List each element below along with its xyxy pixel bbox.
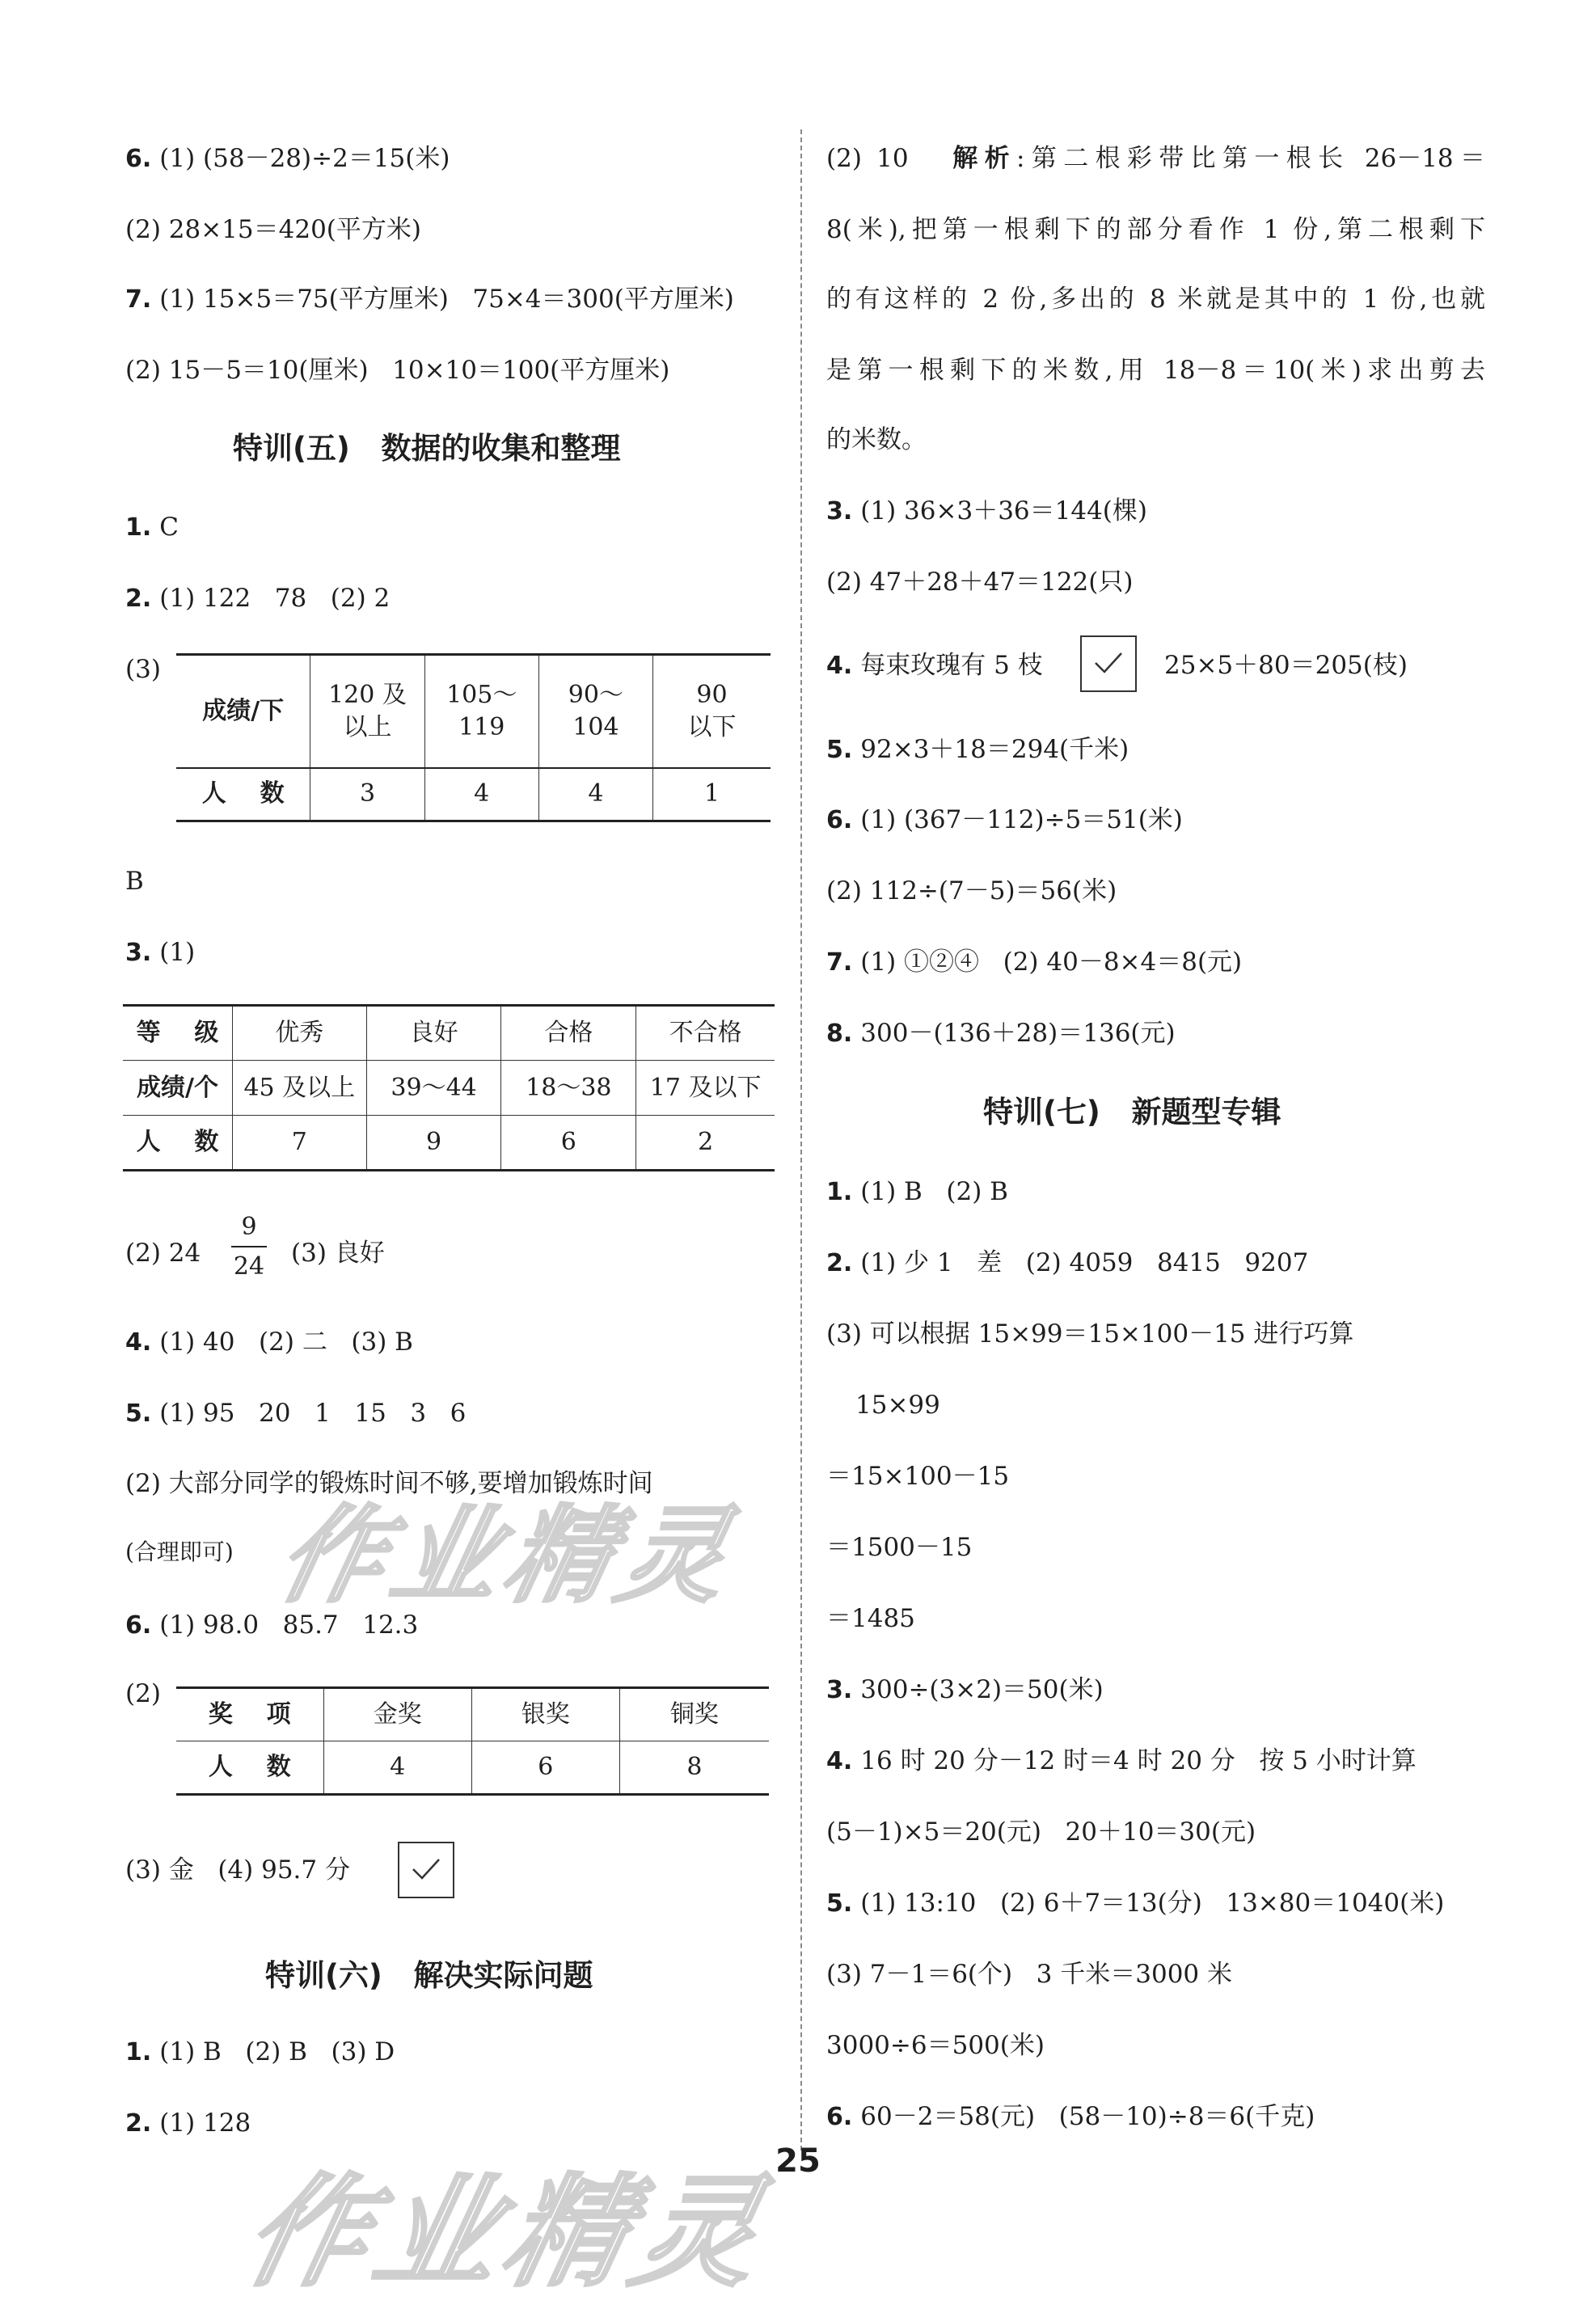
award-table-cell: 金奖 <box>323 1688 471 1741</box>
grade-table-cell: 18～38 <box>501 1061 636 1116</box>
grade-table-cell: 9 <box>366 1116 501 1171</box>
s7-q2-calc-3: ＝1500－15 <box>826 1533 973 1562</box>
section-title-7: 特训(七) 新题型专辑 <box>983 1095 1281 1129</box>
s5-q3: 3. (1) <box>125 938 196 967</box>
grade-table-cell: 45 及以上 <box>232 1061 366 1116</box>
fraction-numerator: 9 <box>241 1213 257 1241</box>
score-table-1-row-4: 1 <box>703 779 720 808</box>
score-table-1-header-2: 105～ 119 <box>424 655 538 768</box>
s6-q2: 2. (1) 128 <box>125 2108 251 2138</box>
s7-q5-part3: (3) 7－1＝6(个) 3 千米＝3000 米 <box>826 1960 1233 1989</box>
s5-q5-part2: (2) 大部分同学的锻炼时间不够,要增加锻炼时间 <box>125 1469 653 1498</box>
award-table-cell: 6 <box>471 1741 619 1795</box>
right-q3-part2: (2) 47＋28＋47＝122(只) <box>826 568 1134 597</box>
s7-q1: 1. (1) B (2) B <box>826 1177 1008 1206</box>
right-q2-2-line4: 是第一根剩下的米数,用 18－8＝10(米)求出剪去 <box>826 356 1485 385</box>
award-table-cell: 人 数 <box>176 1741 323 1795</box>
s5-q6: 6. (1) 98.0 85.7 12.3 <box>125 1610 419 1640</box>
s7-q2-calc-1: 15×99 <box>855 1391 940 1420</box>
right-q4-b: 25×5＋80＝205(枝) <box>1164 651 1408 680</box>
score-table-1-row-0: 人 数 <box>176 768 310 821</box>
s5-q4: 4. (1) 40 (2) 二 (3) B <box>125 1328 413 1357</box>
score-table-1-header-0: 成绩/下 <box>176 655 310 768</box>
award-table <box>176 1686 769 1796</box>
score-table-1-header-3: 90～ 104 <box>538 655 652 768</box>
right-q2-2-line2: 8(米),把第一根剩下的部分看作 1 份,第二根剩下 <box>826 215 1485 244</box>
grade-table-cell: 7 <box>232 1116 366 1171</box>
award-table-cell: 奖 项 <box>176 1688 323 1741</box>
checkmark-box <box>1080 635 1137 692</box>
grade-table-cell: 优秀 <box>232 1006 366 1061</box>
grade-table-cell: 17 及以下 <box>649 1073 762 1102</box>
s7-q5-part4: 3000÷6＝500(米) <box>826 2031 1045 2060</box>
left-q6-line1: 6. (1) (58－28)÷2＝15(米) <box>125 144 450 173</box>
score-table-1 <box>176 653 771 822</box>
column-divider <box>800 129 802 2151</box>
s7-q3: 3. 300÷(3×2)＝50(米) <box>826 1675 1104 1704</box>
left-q6-line2: (2) 28×15＝420(平方米) <box>125 215 421 244</box>
s5-q3-part2a: (2) 24 <box>125 1239 201 1268</box>
s5-q3-part3: (3) 良好 <box>291 1239 385 1268</box>
right-q4-a: 4. 每束玫瑰有 5 枝 <box>826 651 1043 680</box>
right-q2-2-line5: 的米数。 <box>826 425 927 454</box>
grade-table-cell: 2 <box>698 1128 714 1156</box>
grade-table-cell: 良好 <box>366 1006 501 1061</box>
grade-table-cell: 人 数 <box>123 1116 232 1171</box>
grade-table <box>123 1004 775 1171</box>
s7-q2-part3: (3) 可以根据 15×99＝15×100－15 进行巧算 <box>826 1319 1354 1349</box>
award-table-cell: 银奖 <box>471 1688 619 1741</box>
left-q7-line1: 7. (1) 15×5＝75(平方厘米) 75×4＝300(平方厘米) <box>125 285 734 314</box>
s7-q2: 2. (1) 少 1 差 (2) 4059 8415 9207 <box>826 1248 1309 1277</box>
s5-q6-part2-label: (2) <box>125 1679 161 1708</box>
fraction-bar <box>231 1246 267 1247</box>
s5-q5-note: (合理即可) <box>125 1539 234 1565</box>
grade-table-cell: 39～44 <box>366 1061 501 1116</box>
s6-q1: 1. (1) B (2) B (3) D <box>125 2037 395 2066</box>
fraction-denominator: 24 <box>233 1252 265 1281</box>
grade-table-cell: 6 <box>501 1116 636 1171</box>
left-q7-line2: (2) 15－5＝10(厘米) 10×10＝100(平方厘米) <box>125 356 670 385</box>
section-title-5: 特训(五) 数据的收集和整理 <box>233 431 621 466</box>
s7-q2-calc-4: ＝1485 <box>826 1604 915 1633</box>
score-table-1-header-1: 120 及 以上 <box>310 655 424 768</box>
check-icon <box>411 1856 441 1882</box>
s5-q1: 1. C <box>125 513 179 542</box>
right-q6-part2: (2) 112÷(7－5)＝56(米) <box>826 876 1117 905</box>
right-q8: 8. 300－(136＋28)＝136(元) <box>826 1019 1176 1048</box>
checkmark-box <box>398 1842 454 1898</box>
right-q2-2-line3: 的有这样的 2 份,多出的 8 米就是其中的 1 份,也就 <box>826 285 1485 314</box>
s5-q6-part3: (3) 金 (4) 95.7 分 <box>125 1855 350 1885</box>
watermark: 作业精灵 <box>268 1494 747 1617</box>
s7-q4: 4. 16 时 20 分－12 时＝4 时 20 分 按 5 小时计算 <box>826 1746 1417 1775</box>
right-q7: 7. (1) ①②④ (2) 40－8×4＝8(元) <box>826 948 1243 977</box>
right-q6: 6. (1) (367－112)÷5＝51(米) <box>826 805 1183 834</box>
check-icon <box>1093 650 1124 676</box>
s7-q5: 5. (1) 13:10 (2) 6＋7＝13(分) 13×80＝1040(米) <box>826 1889 1445 1918</box>
grade-table-cell: 等 级 <box>123 1006 232 1061</box>
score-table-1-row-1: 3 <box>310 768 424 821</box>
fraction-9-24 <box>231 1213 267 1281</box>
grade-table-cell: 合格 <box>501 1006 636 1061</box>
section-title-6: 特训(六) 解决实际问题 <box>265 1958 593 1993</box>
s7-q4-part2: (5－1)×5＝20(元) 20＋10＝30(元) <box>826 1817 1256 1847</box>
watermark: 作业精灵 <box>233 2163 781 2303</box>
right-q3: 3. (1) 36×3＋36＝144(棵) <box>826 496 1147 526</box>
score-table-1-row-2: 4 <box>424 768 538 821</box>
s5-q2-answer-b: B <box>125 867 144 896</box>
right-q5: 5. 92×3＋18＝294(千米) <box>826 735 1129 764</box>
s7-q6: 6. 60－2＝58(元) (58－10)÷8＝6(千克) <box>826 2102 1315 2131</box>
s7-q2-calc-2: ＝15×100－15 <box>826 1462 1010 1491</box>
grade-table-cell: 不合格 <box>669 1019 742 1047</box>
s5-q5: 5. (1) 95 20 1 15 3 6 <box>125 1399 467 1428</box>
score-table-1-header-4: 90 以下 <box>687 680 737 741</box>
score-table-1-row-3: 4 <box>538 768 652 821</box>
award-table-cell: 铜奖 <box>669 1700 719 1729</box>
s5-q2: 2. (1) 122 78 (2) 2 <box>125 584 391 613</box>
grade-table-cell: 成绩/个 <box>123 1061 232 1116</box>
s5-q2-part3-label: (3) <box>125 655 161 684</box>
award-table-cell: 4 <box>323 1741 471 1795</box>
page-number: 25 <box>775 2142 821 2180</box>
right-q2-2-line1: (2) 10 解析:第二根彩带比第一根长 26－18＝ <box>826 144 1486 173</box>
award-table-cell: 8 <box>686 1753 703 1781</box>
